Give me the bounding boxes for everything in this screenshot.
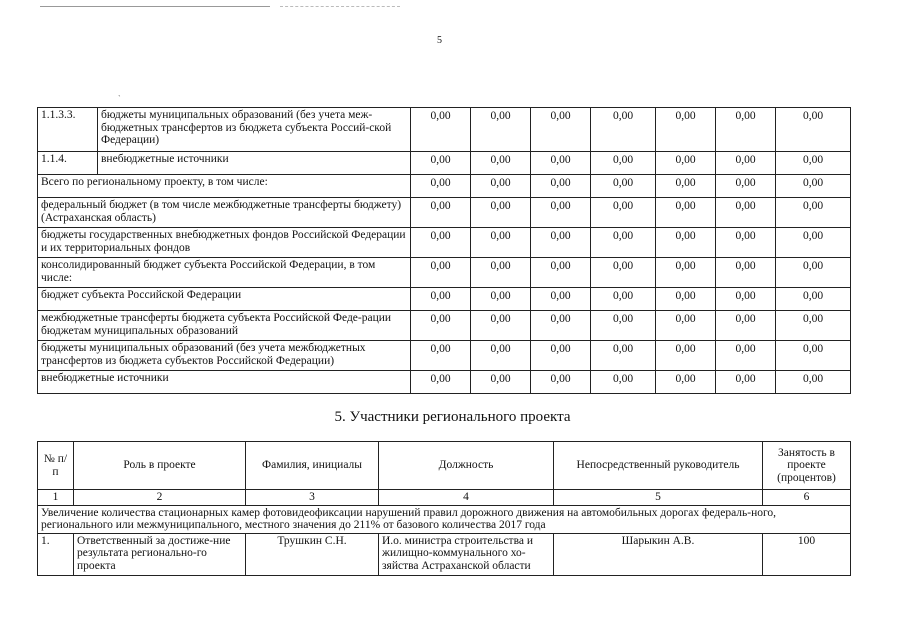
finance-row [38, 258, 851, 288]
participant-position: И.о. министра строительства и жилищно-коммунального хо-зяйства Астраханской области [379, 533, 554, 575]
finance-value-cell: 0,00 [531, 311, 591, 341]
page-top-rule-faint [280, 6, 400, 7]
finance-value-cell: 0,00 [716, 288, 776, 311]
section-title: 5. Участники регионального проекта [334, 409, 571, 425]
finance-value-cell: 0,00 [656, 175, 716, 198]
finance-value-cell: 0,00 [411, 175, 471, 198]
finance-value-cell: 0,00 [471, 311, 531, 341]
header-employment: Занятость в проекте (процентов) [763, 442, 851, 490]
finance-value-cell: 0,00 [776, 152, 851, 175]
finance-row-code: 1.1.4. [38, 152, 98, 175]
participant-name: Трушкин С.Н. [246, 533, 379, 575]
finance-value-cell: 0,00 [656, 371, 716, 394]
header-supervisor: Непосредственный руководитель [554, 442, 763, 490]
participant-role: Ответственный за достиже-ние результата регионально-го проекта [74, 533, 246, 575]
finance-value-cell: 0,00 [471, 258, 531, 288]
finance-value-cell: 0,00 [716, 258, 776, 288]
finance-value-cell: 0,00 [471, 371, 531, 394]
finance-value-cell: 0,00 [776, 198, 851, 228]
finance-row [38, 198, 851, 228]
finance-value-cell: 0,00 [716, 371, 776, 394]
finance-value-cell: 0,00 [471, 152, 531, 175]
finance-value-cell: 0,00 [531, 108, 591, 152]
finance-value-cell: 0,00 [411, 152, 471, 175]
finance-value-cell: 0,00 [471, 198, 531, 228]
finance-value-cell: 0,00 [531, 228, 591, 258]
finance-value-cell: 0,00 [776, 228, 851, 258]
finance-row-code: 1.1.3.3. [38, 108, 98, 152]
finance-value-cell: 0,00 [411, 288, 471, 311]
finance-value-cell: 0,00 [716, 311, 776, 341]
finance-value-cell: 0,00 [656, 341, 716, 371]
finance-row-name: внебюджетные источники [38, 371, 411, 394]
finance-value-cell: 0,00 [591, 341, 656, 371]
finance-value-cell: 0,00 [656, 228, 716, 258]
finance-value-cell: 0,00 [716, 228, 776, 258]
finance-value-cell: 0,00 [411, 198, 471, 228]
finance-value-cell: 0,00 [656, 258, 716, 288]
finance-value-cell: 0,00 [716, 175, 776, 198]
finance-row-name: Всего по региональному проекту, в том числе: [38, 175, 411, 198]
finance-value-cell: 0,00 [656, 311, 716, 341]
finance-row [38, 108, 851, 152]
header-role: Роль в проекте [74, 442, 246, 490]
finance-value-cell: 0,00 [656, 288, 716, 311]
finance-value-cell: 0,00 [716, 198, 776, 228]
finance-value-cell: 0,00 [776, 175, 851, 198]
header-position: Должность [379, 442, 554, 490]
header-num: № п/п [38, 442, 74, 490]
page-top-rule [40, 6, 270, 7]
finance-value-cell: 0,00 [716, 108, 776, 152]
finance-value-cell: 0,00 [471, 175, 531, 198]
col-number: 1 [38, 490, 74, 506]
finance-row [38, 175, 851, 198]
finance-value-cell: 0,00 [531, 198, 591, 228]
finance-value-cell: 0,00 [591, 175, 656, 198]
participants-table [37, 441, 851, 576]
finance-value-cell: 0,00 [531, 175, 591, 198]
finance-value-cell: 0,00 [411, 371, 471, 394]
col-number: 6 [763, 490, 851, 506]
scan-mark: ` [118, 94, 121, 103]
column-number-row [38, 490, 851, 506]
finance-row-name: бюджет субъекта Российской Федерации [38, 288, 411, 311]
finance-row-name: внебюджетные источники [98, 152, 411, 175]
finance-value-cell: 0,00 [411, 341, 471, 371]
participant-row [38, 533, 851, 575]
finance-row-name: бюджеты муниципальных образований (без учета меж-бюджетных трансфертов из бюджета субъекта Россий-ской Федерации) [98, 108, 411, 152]
finance-value-cell: 0,00 [591, 152, 656, 175]
finance-value-cell: 0,00 [776, 108, 851, 152]
col-number: 5 [554, 490, 763, 506]
participant-employment: 100 [763, 533, 851, 575]
finance-value-cell: 0,00 [591, 228, 656, 258]
finance-value-cell: 0,00 [471, 341, 531, 371]
finance-value-cell: 0,00 [531, 371, 591, 394]
finance-value-cell: 0,00 [591, 198, 656, 228]
finance-row [38, 228, 851, 258]
finance-value-cell: 0,00 [716, 341, 776, 371]
finance-value-cell: 0,00 [471, 228, 531, 258]
finance-value-cell: 0,00 [591, 288, 656, 311]
finance-value-cell: 0,00 [776, 341, 851, 371]
finance-value-cell: 0,00 [591, 108, 656, 152]
finance-value-cell: 0,00 [776, 311, 851, 341]
finance-row [38, 152, 851, 175]
col-number: 4 [379, 490, 554, 506]
finance-value-cell: 0,00 [471, 288, 531, 311]
finance-value-cell: 0,00 [411, 108, 471, 152]
finance-row-name: межбюджетные трансферты бюджета субъекта Российской Феде-рации бюджетам муниципальных образований [38, 311, 411, 341]
finance-row [38, 341, 851, 371]
finance-row [38, 311, 851, 341]
finance-value-cell: 0,00 [776, 258, 851, 288]
finance-value-cell: 0,00 [471, 108, 531, 152]
finance-value-cell: 0,00 [411, 311, 471, 341]
finance-value-cell: 0,00 [531, 341, 591, 371]
page-number: 5 [437, 35, 442, 46]
finance-value-cell: 0,00 [531, 258, 591, 288]
finance-row-name: бюджеты государственных внебюджетных фондов Российской Федерации и их территориальных фондов [38, 228, 411, 258]
finance-row [38, 288, 851, 311]
header-row [38, 442, 851, 490]
finance-row-name: консолидированный бюджет субъекта Российской Федерации, в том числе: [38, 258, 411, 288]
finance-table [37, 107, 851, 394]
group-title: Увеличение количества стационарных камер фотовидеофиксации нарушений правил дорожного движения на автомобильных дорогах федераль-ного, регионального или межмуниципального, местного значения до 211% от базового количества 2017 года [38, 505, 851, 533]
finance-value-cell: 0,00 [656, 108, 716, 152]
col-number: 2 [74, 490, 246, 506]
finance-value-cell: 0,00 [656, 198, 716, 228]
finance-value-cell: 0,00 [776, 288, 851, 311]
finance-value-cell: 0,00 [776, 371, 851, 394]
finance-value-cell: 0,00 [531, 288, 591, 311]
finance-value-cell: 0,00 [591, 371, 656, 394]
header-name: Фамилия, инициалы [246, 442, 379, 490]
finance-value-cell: 0,00 [531, 152, 591, 175]
participant-supervisor: Шарыкин А.В. [554, 533, 763, 575]
finance-value-cell: 0,00 [716, 152, 776, 175]
finance-value-cell: 0,00 [591, 258, 656, 288]
finance-row [38, 371, 851, 394]
finance-value-cell: 0,00 [656, 152, 716, 175]
finance-value-cell: 0,00 [591, 311, 656, 341]
finance-value-cell: 0,00 [411, 258, 471, 288]
participant-num: 1. [38, 533, 74, 575]
col-number: 3 [246, 490, 379, 506]
finance-row-name: федеральный бюджет (в том числе межбюджетные трансферты бюджету) (Астраханская область) [38, 198, 411, 228]
finance-row-name: бюджеты муниципальных образований (без учета межбюджетных трансфертов из бюджета субъектов Российской Федерации) [38, 341, 411, 371]
finance-value-cell: 0,00 [411, 228, 471, 258]
group-title-row [38, 505, 851, 533]
